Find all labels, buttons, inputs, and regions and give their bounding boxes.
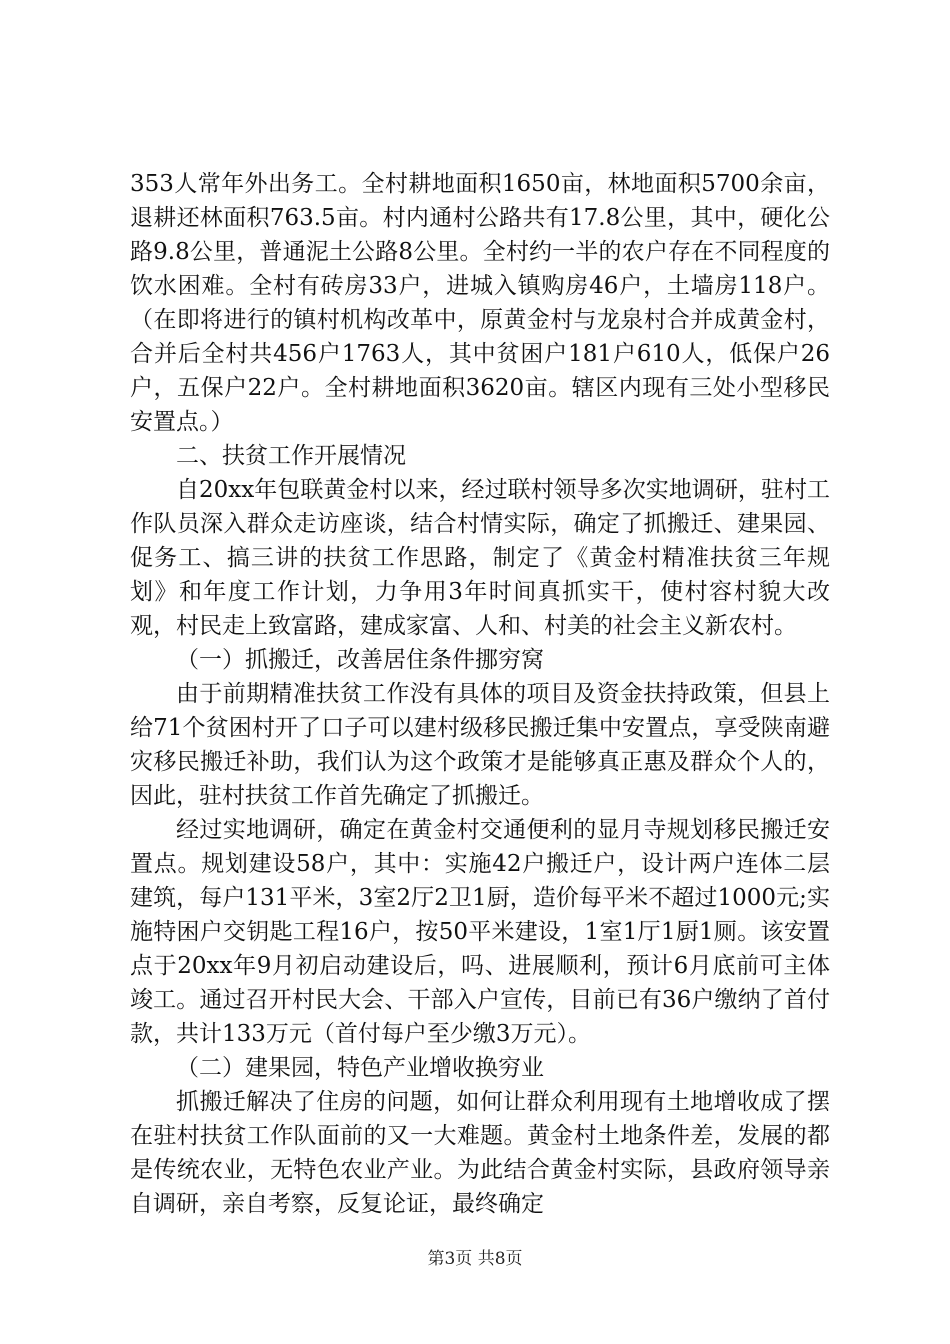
- paragraph-resettlement-site: 经过实地调研，确定在黄金村交通便利的显月寺规划移民搬迁安置点。规划建设58户，其中：实施42户搬迁户，设计两户连体二层建筑，每户131平米，3室2厅2卫1厨，造价每平米不超过1000元;实施特困户交钥匙工程16户，按50平米建设，1室1厅1厨1厕。该安置点于20xx年9月初启动建设后，吗、进展顺利，预计6月底前可主体竣工。通过召开村民大会、干部入户宣传，目前已有36户缴纳了首付款，共计133万元（首付每户至少缴3万元）。: [130, 817, 830, 1047]
- paragraph-village-statistics: 353人常年外出务工。全村耕地面积1650亩，林地面积5700余亩，退耕还林面积763.5亩。村内通村公路共有17.8公里，其中，硬化公路9.8公里，普通泥土公路8公里。全村约一半的农户存在不同程度的饮水困难。全村有砖房33户，进城入镇购房46户，土墙房118户。（在即将进行的镇村机构改革中，原黄金村与龙泉村合并成黄金村，合并后全村共456户1763人，其中贫困户181户610人，低保户26户，五保户22户。全村耕地面积3620亩。辖区内现有三处小型移民安置点。）: [130, 171, 830, 435]
- paragraph-relocation-policy: 由于前期精准扶贫工作没有具体的项目及资金扶持政策，但县上给71个贫困村开了口子可以建村级移民搬迁集中安置点，享受陕南避灾移民搬迁补助，我们认为这个政策才是能够真正惠及群众个人的，因此，驻村扶贫工作首先确定了抓搬迁。: [130, 681, 830, 809]
- subheading-relocation: （一）抓搬迁，改善居住条件挪穷窝: [176, 647, 544, 673]
- page-number-footer: 第3页 共8页: [427, 1249, 523, 1269]
- paragraph-orchard-intro: 抓搬迁解决了住房的问题，如何让群众利用现有土地增收成了摆在驻村扶贫工作队面前的又一大难题。黄金村土地条件差，发展的都是传统农业，无特色农业产业。为此结合黄金村实际，县政府领导亲自调研，亲自考察，反复论证，最终确定: [130, 1089, 830, 1217]
- document-body: [130, 167, 830, 1221]
- paragraph-work-approach: 自20xx年包联黄金村以来，经过联村领导多次实地调研，驻村工作队员深入群众走访座谈，结合村情实际，确定了抓搬迁、建果园、促务工、搞三讲的扶贫工作思路，制定了《黄金村精准扶贫三年规划》和年度工作计划，力争用3年时间真抓实干，使村容村貌大改观，村民走上致富路，建成家富、人和、村美的社会主义新农村。: [130, 477, 830, 639]
- subheading-orchard: （二）建果园，特色产业增收换穷业: [176, 1055, 544, 1081]
- section-heading-poverty-work: 二、扶贫工作开展情况: [176, 443, 406, 469]
